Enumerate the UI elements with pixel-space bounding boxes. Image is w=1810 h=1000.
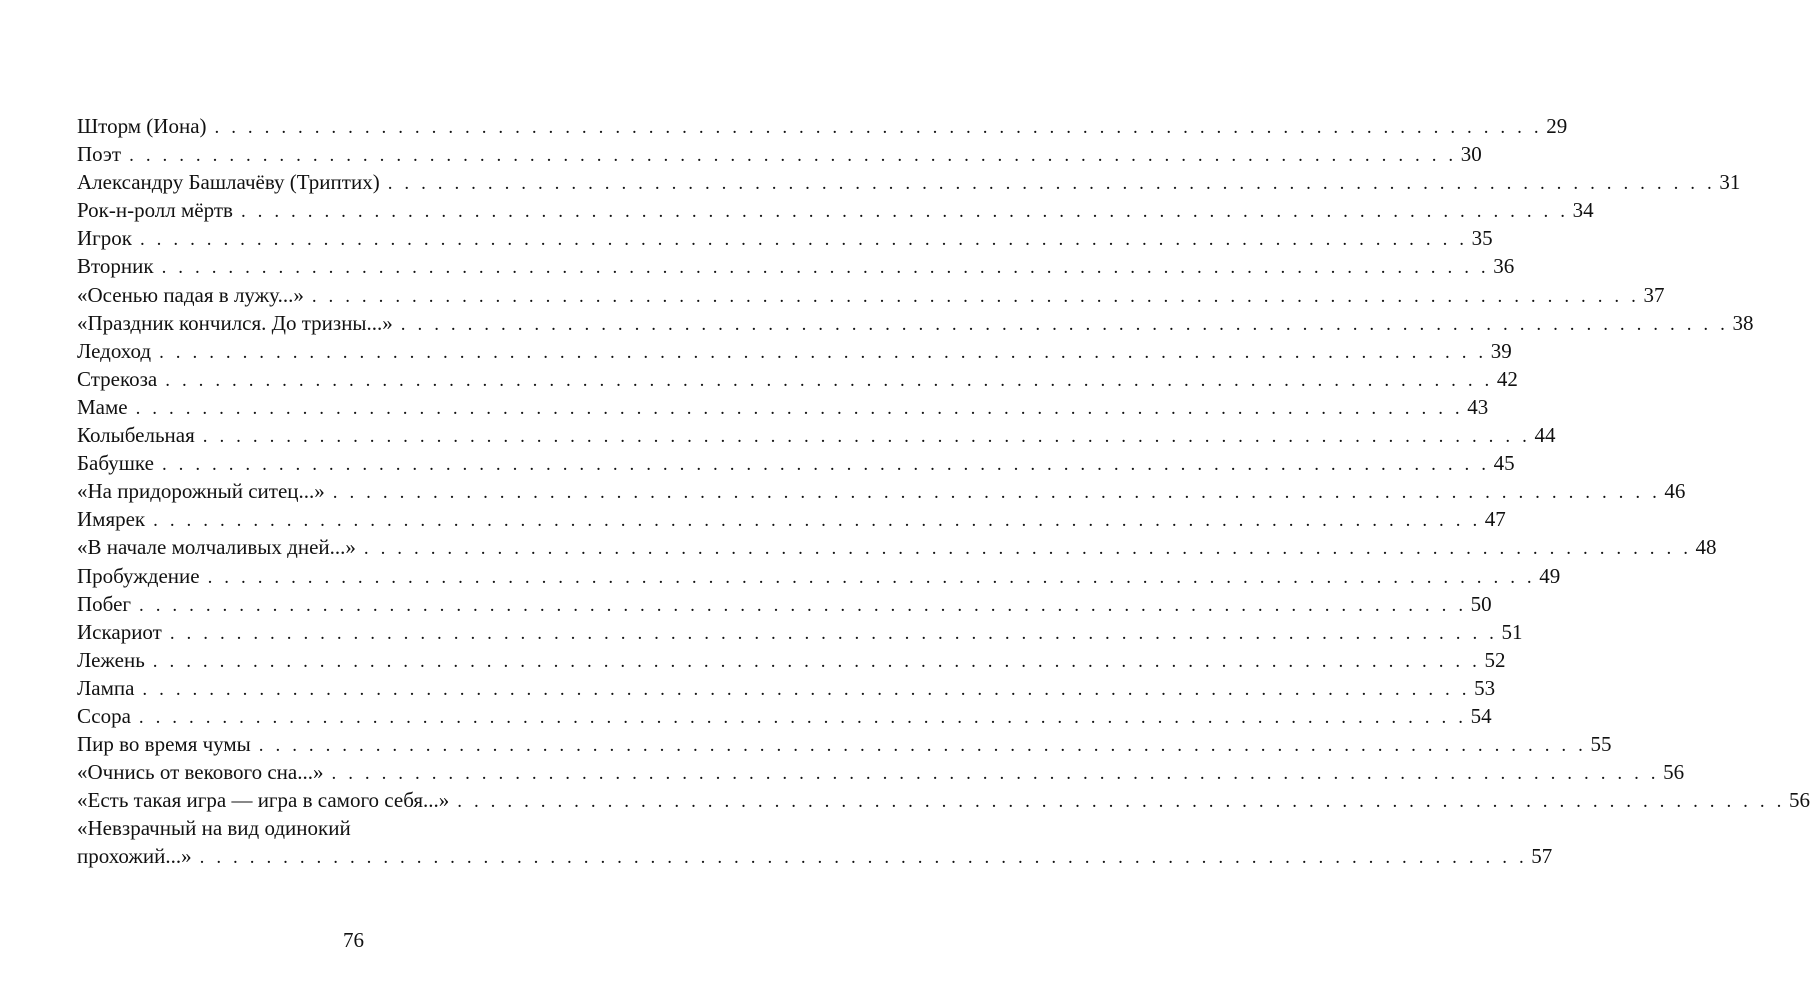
toc-entry-page: 49: [1539, 563, 1561, 588]
toc-entry-page: 47: [1484, 507, 1506, 532]
toc-entry-page: 39: [1490, 338, 1512, 363]
dot-leader: . . . . . . . . . . . . . . . . . . . . . . . . . . . . . . . . . . . . . . . . . . . . . . . . . . . . . . . . . . . . . . . . . . . . . . . . . . . . . . . .: [169, 622, 1498, 644]
toc-entry-page: 35: [1471, 226, 1493, 251]
toc-entry: [77, 702, 1492, 730]
toc-list: [77, 112, 1810, 814]
toc-entry-page: 56: [1663, 760, 1685, 785]
dot-leader: . . . . . . . . . . . . . . . . . . . . . . . . . . . . . . . . . . . . . . . . . . . . . . . . . . . . . . . . . . . . . . . . . . . . . . . . . . . . . . . .: [214, 117, 1543, 138]
dot-leader: . . . . . . . . . . . . . . . . . . . . . . . . . . . . . . . . . . . . . . . . . . . . . . . . . . . . . . . . . . . . . . . . . . . . . . . . . . . . . . . .: [202, 426, 1531, 448]
dot-leader: . . . . . . . . . . . . . . . . . . . . . . . . . . . . . . . . . . . . . . . . . . . . . . . . . . . . . . . . . . . . . . . . . . . . . . . . . . . . . . . .: [240, 201, 1569, 223]
toc-entry: [77, 618, 1523, 646]
toc-entry: [77, 309, 1754, 337]
dot-leader: . . . . . . . . . . . . . . . . . . . . . . . . . . . . . . . . . . . . . . . . . . . . . . . . . . . . . . . . . . . . . . . . . . . . . . . . . . . . . . . .: [165, 369, 1493, 391]
toc-entry-page: 44: [1534, 423, 1556, 448]
toc-entry-title: Лампа: [77, 675, 135, 700]
toc-entry: [77, 196, 1594, 224]
toc-entry: [77, 281, 1665, 309]
toc-entry: [77, 337, 1512, 365]
dot-leader: . . . . . . . . . . . . . . . . . . . . . . . . . . . . . . . . . . . . . . . . . . . . . . . . . . . . . . . . . . . . . . . . . . . . . . . . . . . . . . . .: [258, 735, 1587, 757]
toc-entry-title: Вторник: [77, 254, 154, 279]
dot-leader: . . . . . . . . . . . . . . . . . . . . . . . . . . . . . . . . . . . . . . . . . . . . . . . . . . . . . . . . . . . . . . . . . . . . . . . . . . . . . . . .: [129, 145, 1457, 167]
dot-leader: . . . . . . . . . . . . . . . . . . . . . . . . . . . . . . . . . . . . . . . . . . . . . . . . . . . . . . . . . . . . . . . . . . . . . . . . . . . . . . . .: [161, 257, 1490, 279]
toc-entry-page: 31: [1719, 170, 1741, 195]
toc-entry-line2: [77, 842, 1553, 870]
toc-entry-title: Поэт: [77, 142, 122, 167]
toc-entry-title: Игрок: [77, 226, 132, 251]
toc-entry: [77, 533, 1717, 561]
toc-entry-page: 43: [1467, 394, 1489, 419]
toc-entry-page: 37: [1643, 282, 1665, 307]
toc-entry-title-line2: прохожий...»: [77, 844, 192, 869]
toc-entry: [77, 646, 1506, 674]
toc-entry-title: Пир во время чумы: [77, 732, 251, 757]
toc-entry-title-line1: «Невзрачный на вид одинокий: [77, 816, 351, 841]
toc-entry-page: 55: [1590, 732, 1612, 757]
toc-entry-title: Шторм (Иона): [77, 114, 207, 138]
dot-leader: . . . . . . . . . . . . . . . . . . . . . . . . . . . . . . . . . . . . . . . . . . . . . . . . . . . . . . . . . . . . . . . . . . . . . . . . . . . . . . . .: [161, 454, 1490, 476]
dot-leader: . . . . . . . . . . . . . . . . . . . . . . . . . . . . . . . . . . . . . . . . . . . . . . . . . . . . . . . . . . . . . . . . . . . . . . . . . . . . . . . .: [311, 285, 1640, 307]
toc-entry-title: «Очнись от векового сна...»: [77, 760, 324, 785]
toc-entry-title: «Осенью падая в лужу...»: [77, 282, 304, 307]
toc-entry-page: 57: [1531, 844, 1553, 869]
toc-entry-page: 38: [1732, 310, 1754, 335]
toc-entry: [77, 112, 1568, 140]
dot-leader: . . . . . . . . . . . . . . . . . . . . . . . . . . . . . . . . . . . . . . . . . . . . . . . . . . . . . . . . . . . . . . . . . . . . . . . . . . . . . . . .: [135, 397, 1464, 419]
toc-entry: [77, 814, 1553, 870]
dot-leader: . . . . . . . . . . . . . . . . . . . . . . . . . . . . . . . . . . . . . . . . . . . . . . . . . . . . . . . . . . . . . . . . . . . . . . . . . . . . . . . .: [152, 650, 1481, 672]
page-number: 76: [343, 928, 364, 952]
dot-leader: . . . . . . . . . . . . . . . . . . . . . . . . . . . . . . . . . . . . . . . . . . . . . . . . . . . . . . . . . . . . . . . . . . . . . . . . . . . . . . . .: [400, 313, 1729, 335]
dot-leader: . . . . . . . . . . . . . . . . . . . . . . . . . . . . . . . . . . . . . . . . . . . . . . . . . . . . . . . . . . . . . . . . . . . . . . . . . . . . . . . .: [207, 566, 1536, 588]
toc-entry-title: Лежень: [77, 647, 145, 672]
toc-entry-page: 53: [1474, 675, 1496, 700]
toc-entry-title: Рок-н-ролл мёртв: [77, 198, 233, 223]
toc-entry: [77, 786, 1810, 814]
dot-leader: . . . . . . . . . . . . . . . . . . . . . . . . . . . . . . . . . . . . . . . . . . . . . . . . . . . . . . . . . . . . . . . . . . . . . . . . . . . . . . . .: [139, 229, 1468, 251]
dot-leader: . . . . . . . . . . . . . . . . . . . . . . . . . . . . . . . . . . . . . . . . . . . . . . . . . . . . . . . . . . . . . . . . . . . . . . . . . . . . . . . .: [363, 538, 1692, 560]
toc-entry: [77, 477, 1686, 505]
toc-entry-title: Имярек: [77, 507, 146, 532]
toc-entry: [77, 224, 1493, 252]
toc-entry: [77, 730, 1612, 758]
toc-entry-title: «Праздник кончился. До тризны...»: [77, 310, 393, 335]
dot-leader: . . . . . . . . . . . . . . . . . . . . . . . . . . . . . . . . . . . . . . . . . . . . . . . . . . . . . . . . . . . . . . . . . . . . . . . . . . . . . . . .: [139, 594, 1467, 616]
toc-entry-title: Бабушке: [77, 451, 154, 476]
toc-entry-page: 56: [1788, 788, 1810, 813]
toc-entry-page: 54: [1470, 703, 1492, 728]
dot-leader: . . . . . . . . . . . . . . . . . . . . . . . . . . . . . . . . . . . . . . . . . . . . . . . . . . . . . . . . . . . . . . . . . . . . . . . . . . . . . . . .: [199, 847, 1528, 869]
toc-entry: [77, 758, 1685, 786]
toc-entry-page: 29: [1546, 114, 1568, 138]
toc-entry: [77, 393, 1489, 421]
dot-leader: . . . . . . . . . . . . . . . . . . . . . . . . . . . . . . . . . . . . . . . . . . . . . . . . . . . . . . . . . . . . . . . . . . . . . . . . . . . . . . . .: [142, 678, 1471, 700]
toc-entry-page: 30: [1460, 142, 1482, 167]
toc-entry-title: Маме: [77, 394, 128, 419]
toc-entry-page: 36: [1493, 254, 1515, 279]
toc-entry-title: Колыбельная: [77, 423, 195, 448]
toc-entry-title: «Есть такая игра — игра в самого себя...»: [77, 788, 450, 813]
toc-entry: [77, 421, 1556, 449]
dot-leader: . . . . . . . . . . . . . . . . . . . . . . . . . . . . . . . . . . . . . . . . . . . . . . . . . . . . . . . . . . . . . . . . . . . . . . . . . . . . . . . .: [387, 173, 1716, 195]
toc-entry-title: Ледоход: [77, 338, 152, 363]
toc-entry: [77, 449, 1515, 477]
toc-entry-title: «В начале молчаливых дней...»: [77, 535, 356, 560]
toc-entry: [77, 562, 1561, 590]
toc-entry-page: 34: [1572, 198, 1594, 223]
toc-entry-title: Александру Башлачёву (Триптих): [77, 170, 380, 195]
dot-leader: . . . . . . . . . . . . . . . . . . . . . . . . . . . . . . . . . . . . . . . . . . . . . . . . . . . . . . . . . . . . . . . . . . . . . . . . . . . . . . . .: [159, 341, 1487, 363]
toc-entry: [77, 674, 1496, 702]
toc-entry: [77, 590, 1492, 618]
table-of-contents: [77, 112, 1810, 871]
toc-entry-page: 51: [1501, 619, 1523, 644]
toc-entry-page: 46: [1664, 479, 1686, 504]
toc-entry: [77, 365, 1518, 393]
toc-entry-page: 42: [1496, 366, 1518, 391]
toc-entry-page: 52: [1484, 647, 1506, 672]
dot-leader: . . . . . . . . . . . . . . . . . . . . . . . . . . . . . . . . . . . . . . . . . . . . . . . . . . . . . . . . . . . . . . . . . . . . . . . . . . . . . . . .: [153, 510, 1481, 532]
dot-leader: . . . . . . . . . . . . . . . . . . . . . . . . . . . . . . . . . . . . . . . . . . . . . . . . . . . . . . . . . . . . . . . . . . . . . . . . . . . . . . . .: [138, 706, 1467, 728]
toc-entry-page: 50: [1470, 591, 1492, 616]
toc-entry-page: 45: [1493, 451, 1515, 476]
toc-entry-title: «На придорожный ситец...»: [77, 479, 325, 504]
toc-entry-title: Искариот: [77, 619, 162, 644]
dot-leader: . . . . . . . . . . . . . . . . . . . . . . . . . . . . . . . . . . . . . . . . . . . . . . . . . . . . . . . . . . . . . . . . . . . . . . . . . . . . . . . .: [457, 791, 1785, 813]
toc-entry-title: Ссора: [77, 703, 131, 728]
toc-entry-title: Пробуждение: [77, 563, 200, 588]
toc-entry-title: Стрекоза: [77, 366, 158, 391]
dot-leader: . . . . . . . . . . . . . . . . . . . . . . . . . . . . . . . . . . . . . . . . . . . . . . . . . . . . . . . . . . . . . . . . . . . . . . . . . . . . . . . .: [332, 482, 1661, 504]
dot-leader: . . . . . . . . . . . . . . . . . . . . . . . . . . . . . . . . . . . . . . . . . . . . . . . . . . . . . . . . . . . . . . . . . . . . . . . . . . . . . . . .: [331, 763, 1660, 785]
toc-entry-page: 48: [1695, 535, 1717, 560]
toc-entry-title: Побег: [77, 591, 132, 616]
toc-entry: [77, 140, 1482, 168]
toc-entry: [77, 168, 1741, 196]
toc-entry: [77, 505, 1506, 533]
toc-entry: [77, 252, 1515, 280]
